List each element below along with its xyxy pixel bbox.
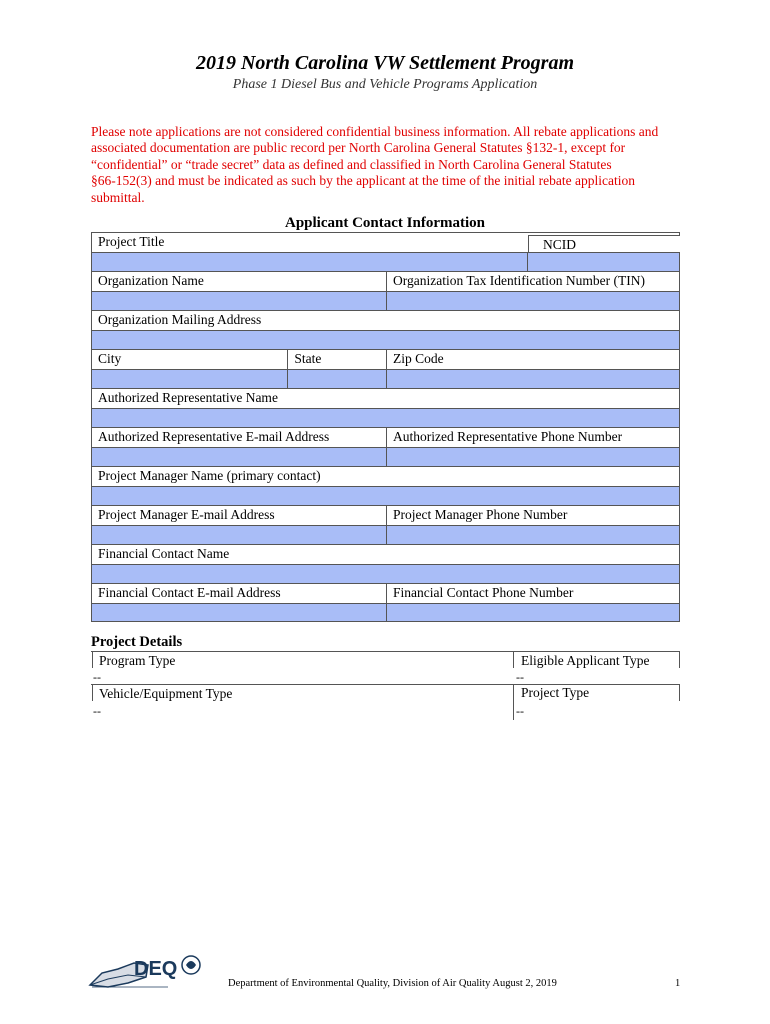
pm-contact-label-row <box>91 505 680 525</box>
organization-name-field[interactable] <box>92 292 386 310</box>
page-title: 2019 North Carolina VW Settlement Program <box>195 52 575 74</box>
project-title-label: Project Title <box>98 234 165 249</box>
pm-contact-input-row <box>91 525 680 544</box>
auth-rep-name-field[interactable] <box>92 409 679 427</box>
city-state-zip-input-row <box>91 369 680 388</box>
organization-input-row <box>91 291 680 310</box>
notice-line: Please note applications are not considered confidential business information. All rebate applications and <box>91 124 659 139</box>
program-type-select[interactable]: -- <box>93 670 101 684</box>
details-divider <box>679 651 680 668</box>
mailing-address-input-row <box>91 330 680 349</box>
deq-logo-icon <box>88 947 204 989</box>
footer-text: Department of Environmental Quality, Division of Air Quality August 2, 2019 <box>228 978 557 989</box>
ncid-field[interactable] <box>527 253 679 271</box>
confidentiality-notice <box>91 124 691 206</box>
logo-text: DEQ <box>134 958 178 980</box>
page-subtitle: Phase 1 Diesel Bus and Vehicle Programs Application <box>232 77 538 92</box>
fin-name-label: Financial Contact Name <box>98 546 230 561</box>
auth-rep-phone-field[interactable] <box>386 448 679 466</box>
organization-tin-field[interactable] <box>386 292 679 310</box>
fin-email-label: Financial Contact E-mail Address <box>98 585 281 600</box>
fin-phone-field[interactable] <box>386 604 679 621</box>
project-type-select[interactable]: -- <box>516 704 524 718</box>
project-title-field[interactable] <box>92 253 527 271</box>
pm-name-label-row <box>91 466 680 486</box>
notice-line: submittal. <box>91 189 145 205</box>
details-divider <box>92 684 93 701</box>
fin-name-input-row <box>91 564 680 583</box>
pm-phone-label: Project Manager Phone Number <box>386 506 679 525</box>
project-type-label: Project Type <box>521 685 590 700</box>
mailing-address-label: Organization Mailing Address <box>98 312 262 327</box>
organization-name-label: Organization Name <box>98 273 204 288</box>
auth-rep-contact-label-row <box>91 427 680 447</box>
auth-rep-email-label: Authorized Representative E-mail Address <box>98 429 330 444</box>
details-divider <box>513 651 514 668</box>
page-number: 1 <box>675 978 681 989</box>
eligible-applicant-type-select[interactable]: -- <box>516 670 524 684</box>
state-field[interactable] <box>287 370 386 388</box>
city-field[interactable] <box>92 370 287 388</box>
pm-name-label: Project Manager Name (primary contact) <box>98 468 321 483</box>
eligible-applicant-type-label: Eligible Applicant Type <box>521 653 650 668</box>
pm-name-field[interactable] <box>92 487 679 505</box>
auth-rep-phone-label: Authorized Representative Phone Number <box>386 428 679 447</box>
pm-phone-field[interactable] <box>386 526 679 544</box>
applicant-contact-form <box>91 232 680 622</box>
pm-name-input-row <box>91 486 680 505</box>
vehicle-equipment-type-select[interactable]: -- <box>93 704 101 718</box>
fin-email-field[interactable] <box>92 604 386 621</box>
details-divider <box>91 684 680 685</box>
ncid-label: NCID <box>528 235 680 252</box>
auth-rep-name-label: Authorized Representative Name <box>98 390 278 405</box>
vehicle-equipment-type-label: Vehicle/Equipment Type <box>99 686 233 701</box>
pm-email-field[interactable] <box>92 526 386 544</box>
auth-rep-contact-input-row <box>91 447 680 466</box>
notice-line: “confidential” or “trade secret” data as defined and classified in North Carolina General Statutes <box>91 156 612 172</box>
organization-label-row <box>91 271 680 291</box>
fin-contact-label-row <box>91 583 680 603</box>
mailing-address-field[interactable] <box>92 331 679 349</box>
details-divider <box>513 684 514 720</box>
auth-rep-name-input-row <box>91 408 680 427</box>
pm-email-label: Project Manager E-mail Address <box>98 507 275 522</box>
contact-section-heading: Applicant Contact Information <box>284 215 485 231</box>
project-title-input-row <box>91 252 680 271</box>
program-type-label: Program Type <box>99 653 176 668</box>
zip-label: Zip Code <box>386 350 679 369</box>
mailing-address-label-row <box>91 310 680 330</box>
organization-tin-label: Organization Tax Identification Number (TIN) <box>386 272 679 291</box>
fin-name-field[interactable] <box>92 565 679 583</box>
details-divider <box>91 651 680 652</box>
details-divider <box>92 651 93 668</box>
notice-line: §66-152(3) and must be indicated as such by the applicant at the time of the initial rebate application <box>91 173 635 189</box>
notice-line: associated documentation are public record per North Carolina General Statutes §132-1, except for <box>91 140 626 156</box>
zip-field[interactable] <box>386 370 679 388</box>
project-title-label-row <box>91 232 680 252</box>
state-label: State <box>287 350 386 369</box>
details-divider <box>679 684 680 701</box>
city-label: City <box>98 351 122 366</box>
auth-rep-name-label-row <box>91 388 680 408</box>
project-details-heading: Project Details <box>91 634 183 650</box>
fin-phone-label: Financial Contact Phone Number <box>386 584 679 603</box>
fin-contact-input-row <box>91 603 680 622</box>
fin-name-label-row <box>91 544 680 564</box>
city-state-zip-label-row <box>91 349 680 369</box>
auth-rep-email-field[interactable] <box>92 448 386 466</box>
